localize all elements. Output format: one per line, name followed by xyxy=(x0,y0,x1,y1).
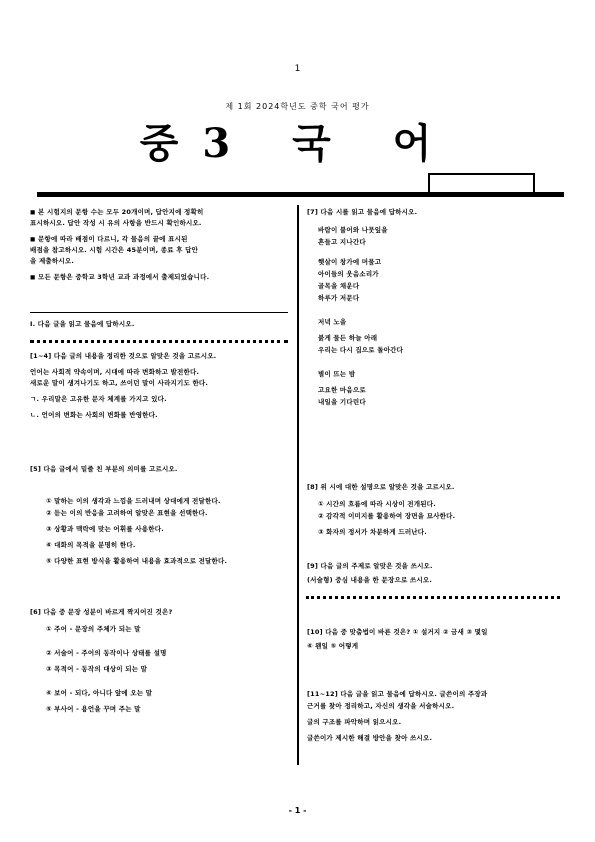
poem-line: 하루가 저문다 xyxy=(318,294,360,302)
poem-block xyxy=(318,226,558,406)
question11-line: 글쓴이가 제시한 해결 방안을 찾아 쓰시오. xyxy=(307,734,433,742)
footer-page-number: - 1 - xyxy=(288,806,307,815)
poem-stanza xyxy=(318,318,558,354)
question8: [8] 위 시에 대한 설명으로 알맞은 것을 고르시오. xyxy=(307,483,455,491)
poem-line: 아이들의 웃음소리가 xyxy=(318,270,379,278)
exam-subtitle: 제 1회 2024학년도 중학 국어 평가 xyxy=(225,102,370,111)
exam-title: 중3 국 어 xyxy=(139,120,456,167)
instruction-line: ◼ 본 시험지의 문항 수는 모두 20개이며, 답안지에 정확히 xyxy=(30,208,204,216)
section1-heading: Ⅰ. 다음 글을 읽고 물음에 답하시오. xyxy=(30,320,135,328)
question11-line: [11~12] 다음 글을 읽고 물음에 답하시오. 글쓴이의 주장과 xyxy=(307,690,488,698)
option-item: ④ 보어 - 되다, 아니다 앞에 오는 말 xyxy=(46,689,153,697)
column-divider xyxy=(297,205,299,765)
question10-options: ④ 왠일 ⑤ 어떻게 xyxy=(307,642,359,650)
question11-line: 글의 구조를 파악하며 읽으시오. xyxy=(307,718,402,726)
question11-block xyxy=(307,690,562,742)
option-item: ⑤ 부사어 - 용언을 꾸며 주는 말 xyxy=(46,705,141,713)
question9: [9] 다음 글의 주제로 알맞은 것을 쓰시오. xyxy=(307,562,433,570)
instruction-line: 을 제출하시오. xyxy=(30,257,75,265)
options8-block xyxy=(318,500,558,536)
poem-line: 햇살이 창가에 머물고 xyxy=(318,258,382,266)
section-rule xyxy=(30,312,288,313)
poem-line: 골목을 채운다 xyxy=(318,282,360,290)
passage-line: 언어는 사회적 약속이며, 시대에 따라 변화하고 발전한다. xyxy=(30,368,200,376)
instruction-line: ◼ 문항에 따라 배점이 다르니, 각 물음의 끝에 표시된 xyxy=(30,235,188,243)
option-item: ④ 대화의 목적을 분명히 한다. xyxy=(46,541,136,549)
question9-note: (서술형) 중심 내용을 한 문장으로 쓰시오. xyxy=(307,576,432,584)
question11-line: 근거를 찾아 정리하고, 자신의 생각을 서술하시오. xyxy=(307,702,455,710)
poem-line: 내일을 기다린다 xyxy=(318,398,366,406)
option-item: ① 시간의 흐름에 따라 시상이 전개된다. xyxy=(318,500,436,508)
top-page-number: 1 xyxy=(294,64,301,74)
poem-line: 고요한 마음으로 xyxy=(318,386,366,394)
poem-stanza xyxy=(318,226,558,246)
option-item: ① 주어 - 문장의 주체가 되는 말 xyxy=(46,625,141,633)
option-item: ② 서술어 - 주어의 동작이나 상태를 설명 xyxy=(46,649,167,657)
dotted-separator xyxy=(306,596,560,599)
option-item: ① 말하는 이의 생각과 느낌을 드러내며 상대에게 전달한다. xyxy=(46,497,221,505)
passage-line: 새로운 말이 생겨나기도 하고, 쓰이던 말이 사라지기도 한다. xyxy=(30,379,209,387)
instruction-line: ◼ 모든 문항은 중학교 3학년 교과 과정에서 출제되었습니다. xyxy=(30,273,210,281)
title-rule xyxy=(37,192,564,197)
question5: [5] 다음 글에서 밑줄 친 부분의 의미를 고르시오. xyxy=(30,465,178,473)
poem-line: 붉게 물든 하늘 아래 xyxy=(318,334,378,342)
option-item: ② 감각적 이미지를 활용하여 장면을 묘사한다. xyxy=(318,512,456,520)
question7: [7] 다음 시를 읽고 물음에 답하시오. xyxy=(307,208,418,216)
option-item: ③ 상황과 맥락에 맞는 어휘를 사용한다. xyxy=(46,525,164,533)
passage-line: ㄱ. 우리말은 고유한 문자 체계를 가지고 있다. xyxy=(30,395,167,403)
option-item: ⑤ 다양한 표현 방식을 활용하여 내용을 효과적으로 전달한다. xyxy=(46,557,228,565)
passage-line: ㄴ. 언어의 변화는 사회의 변화를 반영한다. xyxy=(30,411,158,419)
score-box xyxy=(428,173,535,194)
poem-line: 우리는 다시 집으로 돌아간다 xyxy=(318,346,404,354)
question6: [6] 다음 중 문장 성분이 바르게 짝지어진 것은? xyxy=(30,608,173,616)
passage-line: [1~4] 다음 글의 내용을 정리한 것으로 알맞은 것을 고르시오. xyxy=(30,352,217,360)
poem-stanza xyxy=(318,258,558,302)
poem-line: 저녁 노을 xyxy=(318,318,347,326)
passage1-block xyxy=(30,352,290,419)
instruction-line: 배점을 참고하시오. 시험 시간은 45분이며, 종료 후 답안 xyxy=(30,246,199,254)
dotted-separator xyxy=(30,340,288,343)
options6-block xyxy=(46,625,291,713)
instruction-line: 표시하시오. 답안 작성 시 유의 사항을 반드시 확인하시오. xyxy=(30,219,202,227)
poem-line: 바람이 불어와 나뭇잎을 xyxy=(318,226,388,234)
option-item: ③ 화자의 정서가 차분하게 드러난다. xyxy=(318,528,427,536)
poem-line: 흔들고 지나간다 xyxy=(318,238,366,246)
poem-stanza xyxy=(318,370,558,406)
question10: [10] 다음 중 맞춤법이 바른 것은? ① 설거지 ② 금새 ③ 몇일 xyxy=(307,628,488,636)
option-item: ② 듣는 이의 반응을 고려하여 알맞은 표현을 선택한다. xyxy=(46,509,208,517)
instructions-block xyxy=(30,208,290,281)
options5-block xyxy=(46,497,291,565)
option-item: ③ 목적어 - 동작의 대상이 되는 말 xyxy=(46,665,148,673)
poem-line: 별이 뜨는 밤 xyxy=(318,370,356,378)
